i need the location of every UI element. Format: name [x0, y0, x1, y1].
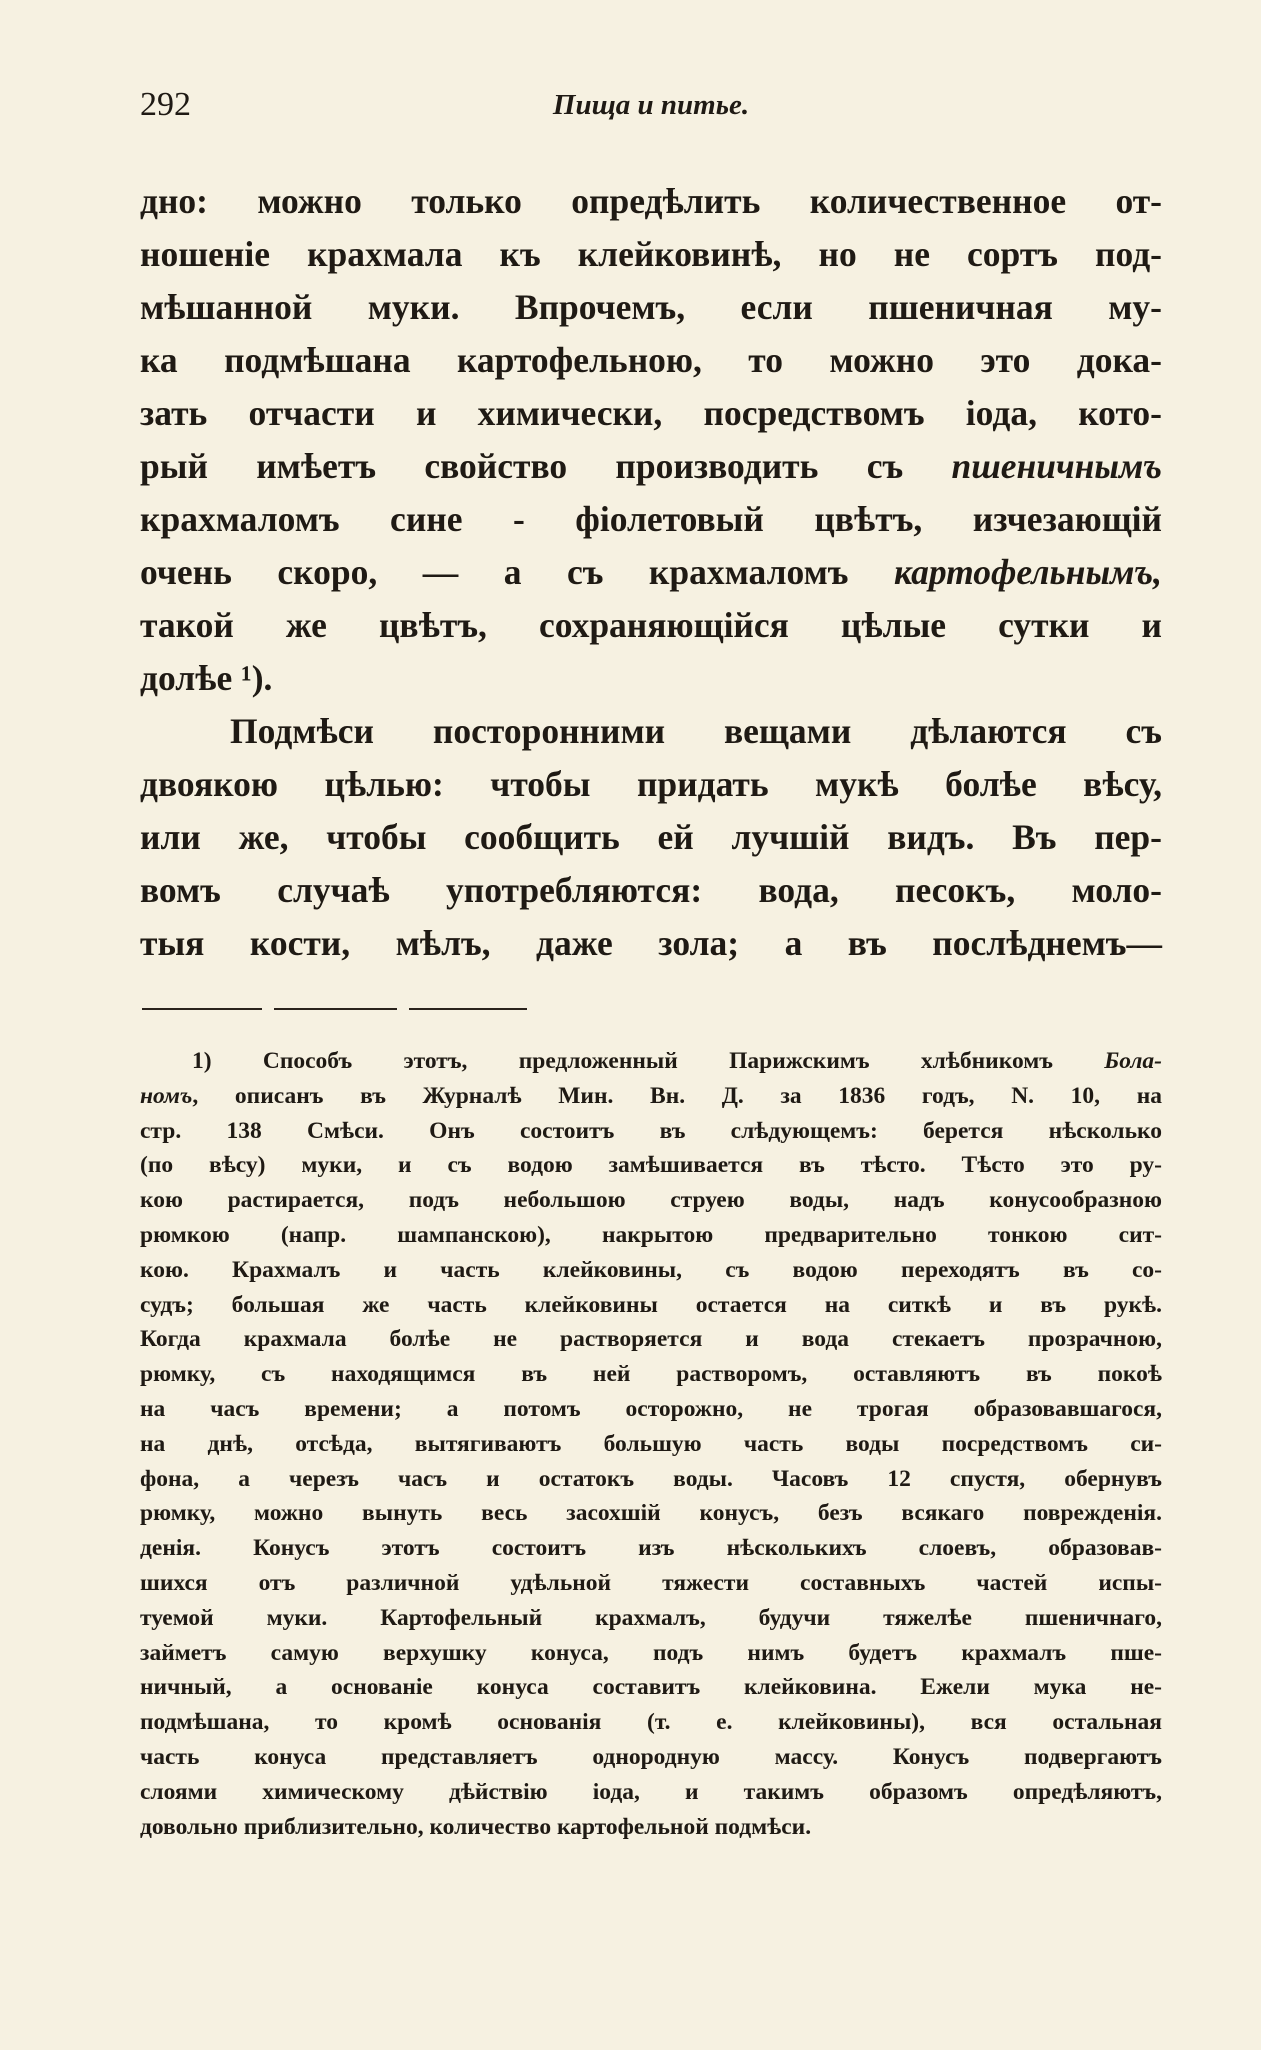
body-text	[140, 175, 1162, 970]
footnote-line: фона, а черезъ часъ и остатокъ воды. Часовъ 12 спустя, обернувъ	[140, 1465, 1162, 1492]
body-line: зать отчасти и химически, посредствомъ іода, кото-	[140, 393, 1162, 433]
footnote-line: рюмку, можно вынуть весь засохшій конусъ, безъ всякаго поврежденія.	[140, 1500, 1162, 1527]
footnote-line: рюмку, съ находящимся въ ней растворомъ, оставляютъ въ покоѣ	[140, 1361, 1162, 1388]
italic-word: номъ	[140, 1082, 193, 1109]
footnote-line: кою растирается, подъ небольшою струею воды, надъ конусообразною	[140, 1187, 1162, 1214]
footnote-line: рюмкою (напр. шампанскою), накрытою предварительно тонкою сит-	[140, 1221, 1162, 1248]
body-line: двоякою цѣлью: чтобы придать мукѣ болѣе вѣсу,	[140, 764, 1162, 804]
footnote-line: судъ; большая же часть клейковины остается на ситкѣ и въ рукѣ.	[140, 1291, 1162, 1318]
footnote	[140, 1044, 1162, 1844]
body-line: мѣшанной муки. Впрочемъ, если пшеничная му-	[140, 287, 1162, 327]
body-line: или же, чтобы сообщить ей лучшій видъ. Въ пер-	[140, 817, 1162, 857]
footnote-rule	[142, 1008, 527, 1010]
body-line: вомъ случаѣ употребляются: вода, песокъ, моло-	[140, 870, 1162, 910]
footnote-line: ничный, а основаніе конуса составитъ клейковина. Ежели мука не-	[140, 1674, 1162, 1701]
italic-word: пшеничнымъ	[951, 446, 1162, 486]
body-line: такой же цвѣтъ, сохраняющійся цѣлые сутки и	[140, 605, 1162, 645]
footnote-line: подмѣшана, то кромѣ основанія (т. е. клейковины), вся остальная	[140, 1709, 1162, 1736]
body-line: Подмѣси посторонними вещами дѣлаются съ	[230, 711, 1162, 751]
section-title: Пища и питье.	[552, 89, 750, 121]
footnote-line: 1) Способъ этотъ, предложенный Парижскимъ хлѣбникомъ Бола-	[192, 1048, 1162, 1074]
body-line: крахмаломъ сине - фіолетовый цвѣтъ, изчезающій	[140, 499, 1162, 539]
running-head	[140, 82, 1162, 128]
footnote-line: займетъ самую верхушку конуса, подъ нимъ будетъ крахмалъ пше-	[140, 1639, 1162, 1666]
body-line: ношеніе крахмала къ клейковинѣ, но не сортъ под-	[140, 234, 1162, 274]
footnote-line: (по вѣсу) муки, и съ водою замѣшивается въ тѣсто. Тѣсто это ру-	[140, 1152, 1162, 1179]
footnote-line: шихся отъ различной удѣльной тяжести составныхъ частей испы-	[140, 1569, 1162, 1596]
footnote-line: на днѣ, отсѣда, вытягиваютъ большую часть воды посредствомъ си-	[140, 1430, 1162, 1457]
body-line: тыя кости, мѣлъ, даже зола; а въ послѣднемъ—	[140, 923, 1162, 963]
footnote-line: слоями химическому дѣйствію іода, и такимъ образомъ опредѣляютъ,	[140, 1778, 1162, 1805]
footnote-line: туемой муки. Картофельный крахмалъ, будучи тяжелѣе пшеничнаго,	[140, 1604, 1162, 1631]
footnote-line: часть конуса представляетъ однородную массу. Конусъ подвергаютъ	[140, 1743, 1162, 1770]
footnote-line: кою. Крахмалъ и часть клейковины, съ водою переходятъ въ со-	[140, 1256, 1162, 1283]
body-line: долѣе ¹).	[140, 658, 273, 698]
body-line: очень скоро, — а съ крахмаломъ картофельнымъ,	[140, 552, 1162, 592]
footnote-line: на часъ времени; а потомъ осторожно, не трогая образовавшагося,	[140, 1395, 1162, 1422]
body-line: дно: можно только опредѣлить количественное от-	[140, 181, 1162, 221]
body-line: ка подмѣшана картофельною, то можно это дока-	[140, 340, 1162, 380]
body-line: рый имѣетъ свойство производить съ пшеничнымъ	[140, 446, 1162, 486]
italic-word: Бола-	[1104, 1048, 1162, 1074]
footnote-line: стр. 138 Смѣси. Онъ состоитъ въ слѣдующемъ: берется нѣсколько	[140, 1117, 1162, 1144]
footnote-line: довольно приблизительно, количество картофельной подмѣси.	[140, 1813, 812, 1840]
footnote-line: номъ, описанъ въ Журналѣ Мин. Вн. Д. за 1836 годъ, N. 10, на	[140, 1082, 1162, 1109]
footnote-line: денія. Конусъ этотъ состоитъ изъ нѣсколькихъ слоевъ, образовав-	[140, 1535, 1162, 1562]
page-number: 292	[140, 86, 191, 123]
footnote-line: Когда крахмала болѣе не растворяется и вода стекаетъ прозрачною,	[140, 1326, 1162, 1353]
italic-word: картофельнымъ,	[893, 552, 1162, 592]
